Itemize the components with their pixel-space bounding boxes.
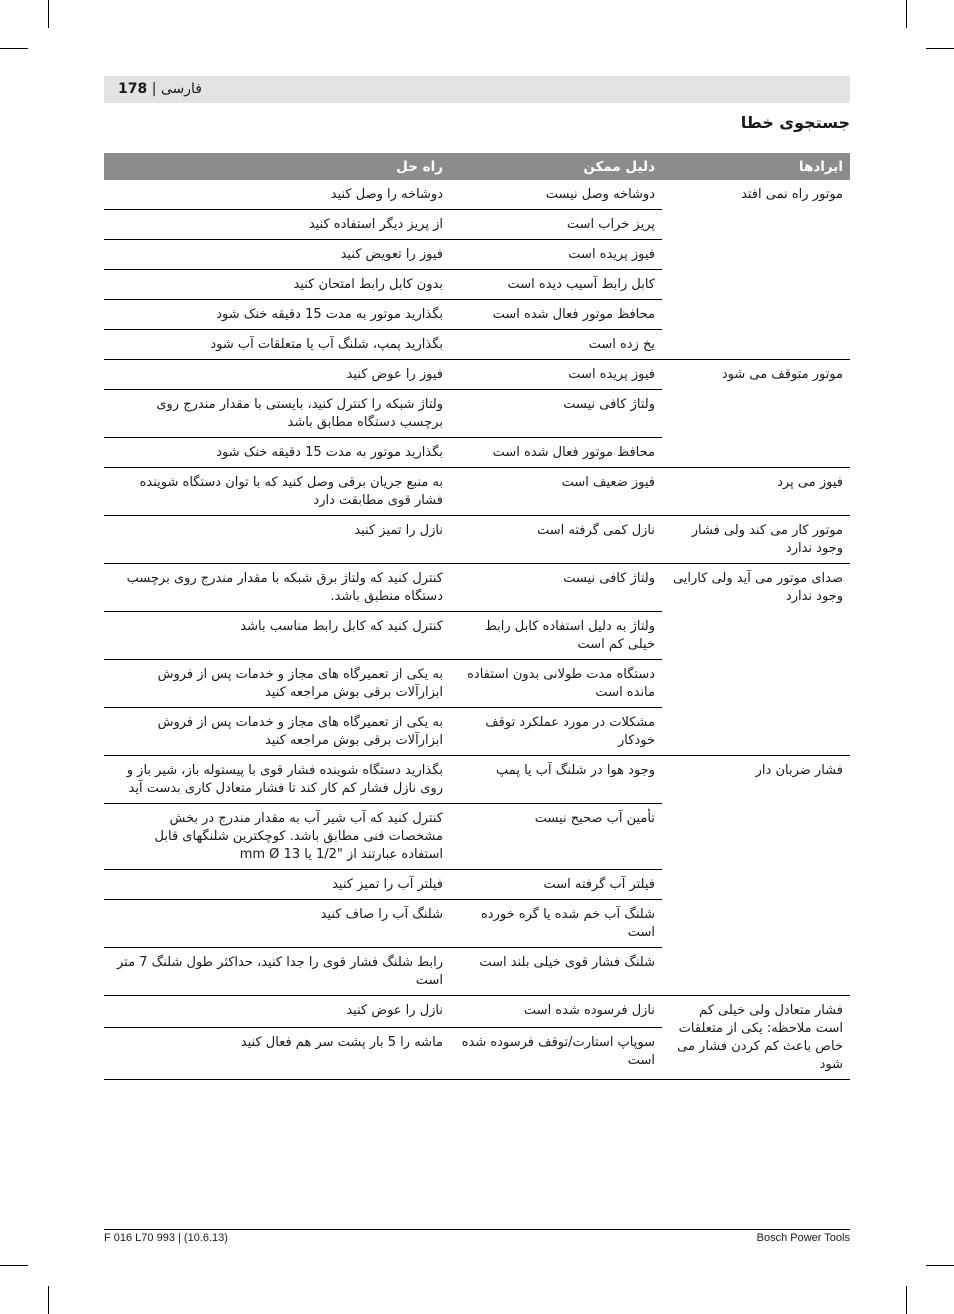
fix-cell: ماشه را 5 بار پشت سر هم فعال کنید [104, 1028, 450, 1080]
fix-cell: فیوز را تعویض کنید [104, 240, 450, 270]
table-row [104, 360, 850, 390]
cause-cell: مشکلات در مورد عملکرد توقف خودکار [450, 708, 662, 756]
fix-cell: شلنگ آب را صاف کنید [104, 900, 450, 948]
crop-mark [926, 48, 954, 49]
page-header [104, 76, 850, 103]
error-cell: صدای موتور می آید ولی کارایی وجود ندارد [662, 564, 850, 756]
column-header-error: ایرادها [662, 153, 850, 180]
table-row [104, 564, 850, 612]
fix-cell: بدون کابل رابط امتحان کنید [104, 270, 450, 300]
crop-mark [48, 0, 49, 28]
fix-cell: رابط شلنگ فشار قوی را جدا کنید، حداکثر طول شلنگ 7 متر است [104, 948, 450, 996]
fix-cell: بگذارید موتور به مدت 15 دقیقه خنک شود [104, 438, 450, 468]
fix-cell: فیوز را عوض کنید [104, 360, 450, 390]
fix-cell: بگذارید پمپ، شلنگ آب یا متعلقات آب شود [104, 330, 450, 360]
page-number-label [118, 81, 202, 97]
table-body [104, 180, 850, 1080]
cause-cell: شلنگ فشار قوی خیلی بلند است [450, 948, 662, 996]
crop-mark [906, 0, 907, 28]
table-row [104, 468, 850, 516]
crop-mark [48, 1286, 49, 1314]
fix-cell: به منبع جریان برقی وصل کنید که با توان دستگاه شوینده فشار قوی مطابقت دارد [104, 468, 450, 516]
cause-cell: وجود هوا در شلنگ آب یا پمپ [450, 756, 662, 804]
crop-mark [926, 1265, 954, 1266]
error-cell: فشار ضربان دار [662, 756, 850, 996]
cause-cell: محافظ موتور فعال شده است [450, 438, 662, 468]
fix-cell: فیلتر آب را تمیز کنید [104, 870, 450, 900]
cause-cell: شلنگ آب خم شده یا گره خورده است [450, 900, 662, 948]
fix-cell: بگذارید موتور به مدت 15 دقیقه خنک شود [104, 300, 450, 330]
cause-cell: محافظ موتور فعال شده است [450, 300, 662, 330]
footer-document-id: F 016 L70 993 | (10.6.13) [104, 1232, 228, 1244]
cause-cell: دوشاخه وصل نیست [450, 180, 662, 210]
table-row [104, 516, 850, 564]
fix-cell: کنترل کنید که ولتاژ برق شبکه با مقدار مندرج روی برچسب دستگاه منطبق باشد. [104, 564, 450, 612]
cause-cell: فیوز پریده است [450, 360, 662, 390]
page-number: 178 [118, 81, 148, 97]
cause-cell: فیوز ضعیف است [450, 468, 662, 516]
cause-cell: سوپاپ استارت/توقف فرسوده شده است [450, 1028, 662, 1080]
cause-cell: ولتاژ کافی نیست [450, 390, 662, 438]
fix-cell: نازل را تمیز کنید [104, 516, 450, 564]
error-cell: فشار متعادل ولی خیلی کم است ملاحظه: یکی از متعلقات خاص باعث کم کردن فشار می شود [662, 996, 850, 1080]
cause-cell: فیلتر آب گرفته است [450, 870, 662, 900]
cause-cell: یخ زده است [450, 330, 662, 360]
column-header-cause: دلیل ممکن [450, 153, 662, 180]
cause-cell: کابل رابط آسیب دیده است [450, 270, 662, 300]
fix-cell: دوشاخه را وصل کنید [104, 180, 450, 210]
error-cell: فیوز می پرد [662, 468, 850, 516]
footer-brand: Bosch Power Tools [756, 1232, 850, 1244]
fix-cell: نازل را عوض کنید [104, 996, 450, 1028]
cause-cell: نازل فرسوده شده است [450, 996, 662, 1028]
footer-divider [104, 1229, 850, 1230]
error-cell: موتور کار می کند ولی فشار وجود ندارد [662, 516, 850, 564]
cause-cell: ولتاژ به دلیل استفاده کابل رابط خیلی کم است [450, 612, 662, 660]
fix-cell: ولتاژ شبکه را کنترل کنید، بایستی با مقدار مندرج روی برچسب دستگاه مطابق باشد [104, 390, 450, 438]
error-cell: موتور راه نمی افتد [662, 180, 850, 360]
crop-mark [0, 48, 28, 49]
section-title: جستجوی خطا [740, 113, 850, 132]
fix-cell: کنترل کنید که کابل رابط مناسب باشد [104, 612, 450, 660]
troubleshooting-table [104, 153, 850, 1080]
column-header-fix: راه حل [104, 153, 450, 180]
fix-cell: از پریز دیگر استفاده کنید [104, 210, 450, 240]
table-row [104, 756, 850, 804]
cause-cell: دستگاه مدت طولانی بدون استفاده مانده است [450, 660, 662, 708]
header-separator: | [151, 81, 157, 97]
cause-cell: فیوز پریده است [450, 240, 662, 270]
fix-cell: کنترل کنید که آب شیر آب به مقدار مندرج در بخش مشخصات فنی مطابق باشد. کوچکترین شلنگهای قابل استفاده عبارتند از "1/2 یا 13 mm Ø [104, 804, 450, 870]
cause-cell: ولتاژ کافی نیست [450, 564, 662, 612]
cause-cell: پریز خراب است [450, 210, 662, 240]
fix-cell: بگذارید دستگاه شوینده فشار قوی با پیستوله باز، شیر باز و روی نازل فشار کم کار کند تا فشار متعادل کاری بدست آید [104, 756, 450, 804]
table-row [104, 180, 850, 210]
error-cell: موتور متوقف می شود [662, 360, 850, 468]
page-language: فارسی [160, 81, 202, 97]
crop-mark [906, 1286, 907, 1314]
fix-cell: به یکی از تعمیرگاه های مجاز و خدمات پس از فروش ابزارآلات برقی بوش مراجعه کنید [104, 708, 450, 756]
table-row [104, 996, 850, 1028]
fix-cell: به یکی از تعمیرگاه های مجاز و خدمات پس از فروش ابزارآلات برقی بوش مراجعه کنید [104, 660, 450, 708]
cause-cell: تأمین آب صحیح نیست [450, 804, 662, 870]
crop-mark [0, 1265, 28, 1266]
cause-cell: نازل کمی گرفته است [450, 516, 662, 564]
table-header-row [104, 153, 850, 180]
